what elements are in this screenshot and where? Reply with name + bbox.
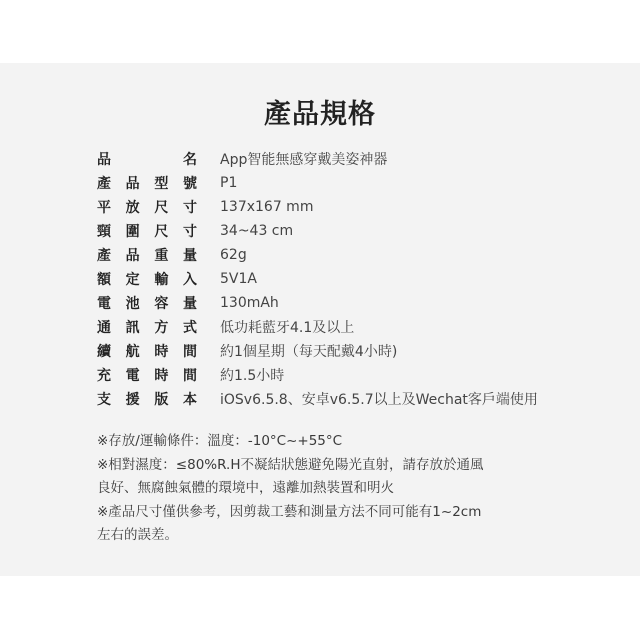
spec-label: 支 援 版 本 (97, 392, 197, 408)
spec-label: 產 品 型 號 (97, 176, 197, 192)
spec-value: 5V1A (220, 271, 257, 287)
spec-row-neck-size (97, 219, 538, 243)
spec-value: 34~43 cm (220, 223, 294, 239)
spec-label: 電 池 容 量 (97, 296, 197, 312)
spec-value: 137x167 mm (220, 199, 314, 215)
spec-row-flat-size (97, 195, 538, 219)
spec-row-model (97, 171, 538, 195)
spec-label: 續 航 時 間 (97, 344, 197, 360)
spec-label: 平 放 尺 寸 (97, 200, 197, 216)
spec-value: 約1個星期（每天配戴4小時) (220, 344, 398, 360)
spec-row-supported-versions (97, 387, 538, 411)
spec-row-weight (97, 243, 538, 267)
spec-value: 約1.5小時 (220, 368, 285, 384)
spec-label: 額 定 輸 入 (97, 272, 197, 288)
note-line: 良好、無腐蝕氣體的環境中，遠離加熱裝置和明火 (97, 480, 394, 496)
note-line: 左右的誤差。 (97, 527, 178, 543)
spec-value: 130mAh (220, 295, 279, 311)
spec-value: App智能無感穿戴美姿神器 (220, 152, 388, 168)
spec-label: 充 電 時 間 (97, 368, 197, 384)
spec-row-connectivity (97, 315, 538, 339)
spec-row-battery (97, 291, 538, 315)
spec-label: 產 品 重 量 (97, 248, 197, 264)
page-title: 產品規格 (264, 99, 376, 130)
spec-value: P1 (220, 175, 238, 191)
spec-row-charge-time (97, 363, 538, 387)
note-line: ※存放/運輸條件：溫度：-10°C~+55°C (97, 433, 343, 449)
spec-row-product-name (97, 147, 538, 171)
spec-value: 低功耗藍牙4.1及以上 (220, 320, 355, 336)
spec-row-battery-life (97, 339, 538, 363)
note-line: ※相對濕度：≤80%R.H不凝結狀態避免陽光直射，請存放於通風 (97, 456, 484, 473)
spec-value: 62g (220, 247, 247, 263)
spec-table (97, 147, 538, 411)
spec-row-rated-input (97, 267, 538, 291)
notes-section (97, 430, 537, 548)
spec-value: iOSv6.5.8、安卓v6.5.7以上及Wechat客戶端使用 (220, 392, 538, 408)
note-line: ※產品尺寸僅供參考，因剪裁工藝和測量方法不同可能有1~2cm (97, 503, 482, 520)
spec-label: 頸 圍 尺 寸 (97, 224, 197, 240)
spec-label: 通 訊 方 式 (97, 320, 197, 336)
spec-label: 品 名 (97, 152, 197, 168)
